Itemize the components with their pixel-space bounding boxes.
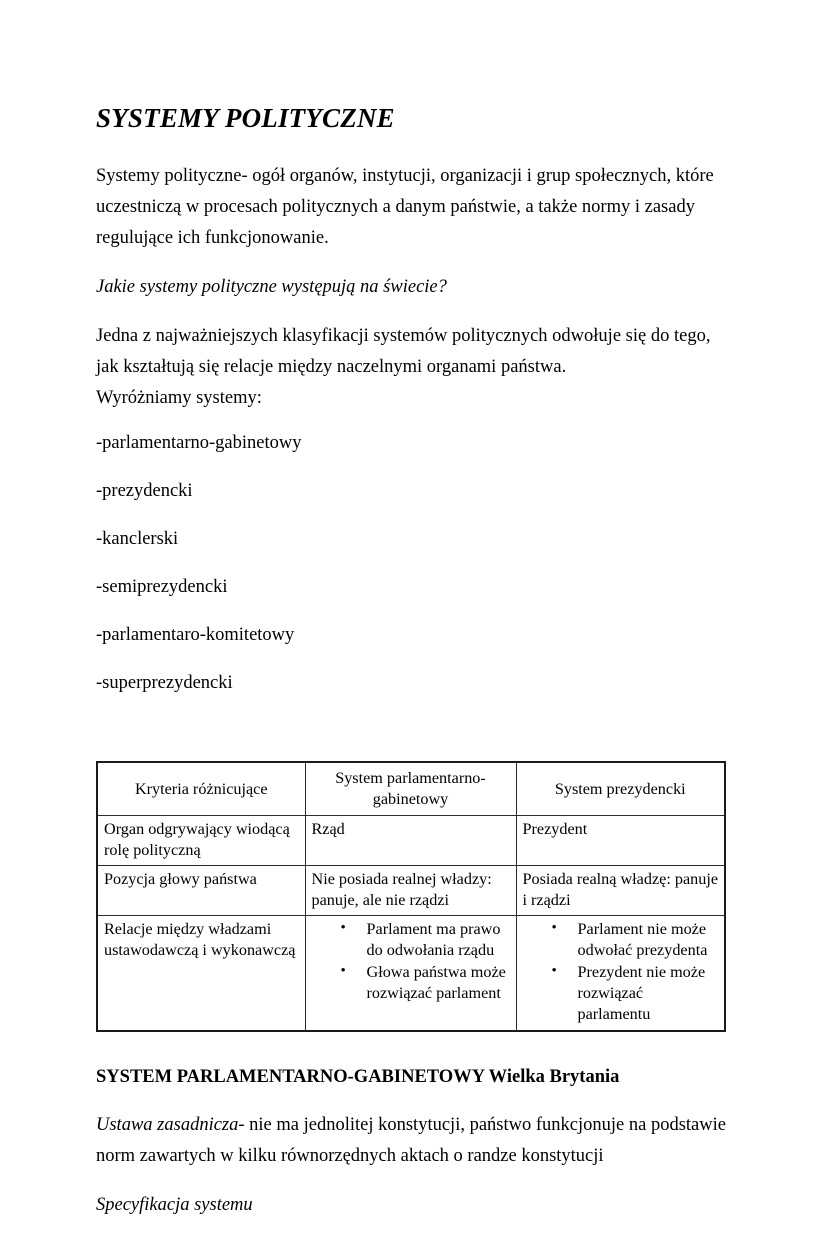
enumeration-lead: Wyróżniamy systemy:: [96, 388, 262, 409]
table-row: [97, 916, 725, 1032]
cell-presidential: [516, 916, 725, 1032]
table-header-row: [97, 762, 725, 816]
list-item: -kanclerski: [96, 529, 179, 550]
list-item: -superprezydencki: [96, 673, 233, 694]
cell-presidential: Prezydent: [516, 816, 725, 866]
cell-criterion: Pozycja głowy państwa: [97, 866, 305, 916]
bullet-item: • Prezydent nie może rozwiązać parlamentu: [523, 962, 719, 1025]
section-heading-caps: SYSTEM PARLAMENTARNO-GABINETOWY: [96, 1067, 485, 1088]
list-item: -prezydencki: [96, 481, 193, 502]
bullet-item: • Parlament nie może odwołać prezydenta: [523, 919, 719, 961]
cell-parliamentary: Nie posiada realnej władzy: panuje, ale nie rządzi: [305, 866, 516, 916]
table-row: [97, 816, 725, 866]
list-item: -semiprezydencki: [96, 577, 228, 598]
cell-bullet-list: [312, 919, 510, 1004]
document-content: [96, 103, 732, 1239]
cell-parliamentary: [305, 916, 516, 1032]
question-paragraph: Jakie systemy polityczne występują na świecie?: [96, 277, 447, 298]
constitution-label: Ustawa zasadnicza: [96, 1115, 239, 1136]
list-item: -parlamentarno-gabinetowy: [96, 433, 302, 454]
comparison-table: [96, 761, 726, 1032]
section-heading-country: Wielka Brytania: [488, 1067, 620, 1088]
column-header-criteria: Kryteria różnicujące: [97, 762, 305, 816]
specification-label: Specyfikacja systemu: [96, 1195, 253, 1216]
cell-criterion: Relacje między władzami ustawodawczą i wykonawczą: [97, 916, 305, 1032]
table-spacer: [96, 716, 732, 748]
bullet-item: • Głowa państwa może rozwiązać parlament: [312, 962, 510, 1004]
classification-text: Jedna z najważniejszych klasyfikacji systemów politycznych odwołuje się do tego, jak kształtują się relacje między naczelnymi organami państwa.: [96, 326, 711, 378]
cell-presidential: Posiada realną władzę: panuje i rządzi: [516, 866, 725, 916]
constitution-text: - nie ma jednolitej konstytucji, państwo funkcjonuje na podstawie norm zawartych w kilku równorzędnych aktach o randze konstytucji: [96, 1115, 726, 1167]
intro-paragraph: Systemy polityczne- ogół organów, instytucji, organizacji i grup społecznych, które uczestniczą w procesach politycznych a danym państwie, a także normy i zasady regulujące ich funkcjonowanie.: [96, 166, 714, 249]
cell-parliamentary: Rząd: [305, 816, 516, 866]
cell-criterion: Organ odgrywający wiodącą rolę polityczną: [97, 816, 305, 866]
list-item: -parlamentaro-komitetowy: [96, 625, 295, 646]
constitution-paragraph: [96, 1110, 732, 1172]
column-header-presidential: System prezydencki: [516, 762, 725, 816]
table-row: [97, 866, 725, 916]
column-header-parliamentary: System parlamentarno-gabinetowy: [305, 762, 516, 816]
page-title: SYSTEMY POLITYCZNE: [96, 103, 395, 133]
section-heading: [96, 1063, 732, 1091]
classification-paragraph: [96, 321, 732, 414]
cell-bullet-list: [523, 919, 719, 1025]
bullet-item: • Parlament ma prawo do odwołania rządu: [312, 919, 510, 961]
